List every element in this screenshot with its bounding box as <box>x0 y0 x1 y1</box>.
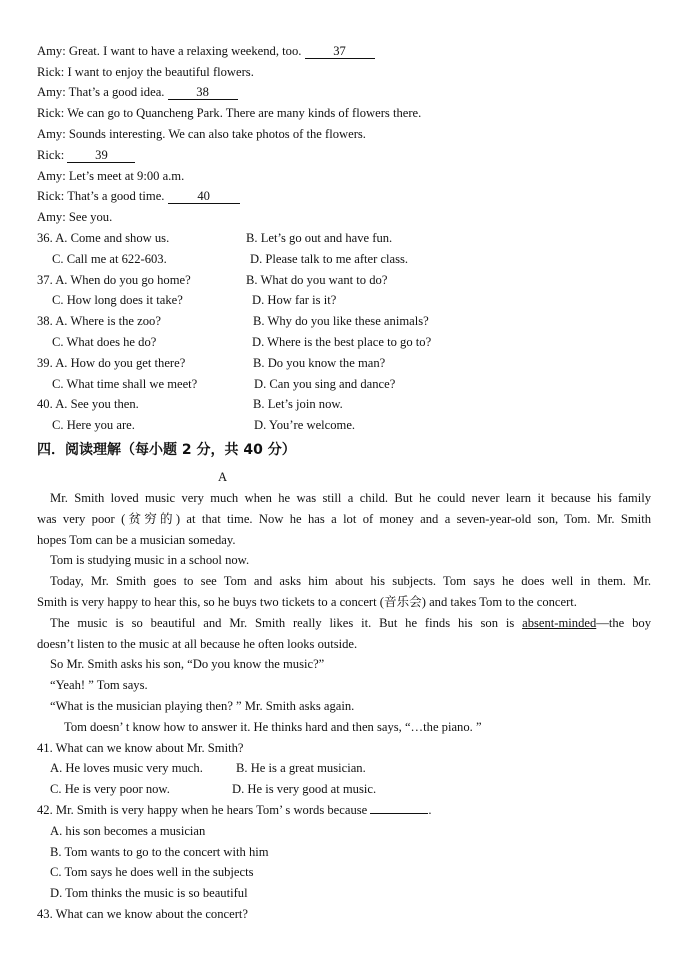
dialogue-text: Sounds interesting. We can also take photos of the flowers. <box>68 127 366 141</box>
dialogue-text: See you. <box>68 210 113 224</box>
dialogue-text: That’s a good idea. <box>68 85 165 99</box>
option-a: 38. A. Where is the zoo? <box>37 314 161 328</box>
option-a: 39. A. How do you get there? <box>37 356 186 370</box>
question-42 <box>37 802 432 818</box>
speaker: Rick: <box>37 65 65 79</box>
option-c: C. Call me at 622-603. <box>52 252 167 266</box>
dialogue-line <box>37 168 184 184</box>
passage-line: “What is the musician playing then? ” Mr. Smith asks again. <box>50 699 355 713</box>
question-end: . <box>428 803 432 817</box>
option-b: B. He is a great musician. <box>236 761 366 775</box>
option-d: D. He is very good at music. <box>232 782 377 796</box>
option-c: C. He is very poor now. <box>50 782 170 796</box>
option-b: B. Do you know the man? <box>253 356 386 370</box>
dialogue-line <box>37 43 375 59</box>
option-c: C. Tom says he does well in the subjects <box>50 865 254 879</box>
passage-line: hopes Tom can be a musician someday. <box>37 533 236 547</box>
question-43: 43. What can we know about the concert? <box>37 907 248 921</box>
question-text: 42. Mr. Smith is very happy when he hears Tom’ s words because <box>37 803 368 817</box>
passage-line: Mr. Smith loved music very much when he was still a child. But he could never learn it because his family <box>50 491 651 505</box>
passage-line: Tom is studying music in a school now. <box>50 553 250 567</box>
passage-line: So Mr. Smith asks his son, “Do you know the music?” <box>50 657 325 671</box>
question-41: 41. What can we know about Mr. Smith? <box>37 741 244 755</box>
option-d: D. Please talk to me after class. <box>250 252 409 266</box>
speaker: Amy: <box>37 169 66 183</box>
option-a: A. He loves music very much. <box>50 761 203 775</box>
speaker: Amy: <box>37 85 66 99</box>
dialogue-line <box>37 209 112 225</box>
passage-label: A <box>218 470 228 484</box>
passage-line: doesn’t listen to the music at all because he often looks outside. <box>37 637 358 651</box>
option-c: C. How long does it take? <box>52 293 183 307</box>
answer-blank <box>370 813 428 814</box>
option-b: B. Tom wants to go to the concert with him <box>50 845 269 859</box>
dialogue-line <box>37 64 254 80</box>
dialogue-line <box>37 147 135 163</box>
option-d: D. Where is the best place to go to? <box>252 335 432 349</box>
option-a: A. his son becomes a musician <box>50 824 206 838</box>
speaker: Rick: <box>37 148 65 162</box>
speaker: Rick: <box>37 106 65 120</box>
dialogue-text: Great. I want to have a relaxing weekend, too. <box>68 44 302 58</box>
speaker: Rick: <box>37 189 65 203</box>
passage-line: Smith is very happy to hear this, so he buys two tickets to a concert (音乐会) and takes Tom to the concert. <box>37 595 577 609</box>
dialogue-line <box>37 105 421 121</box>
option-b: B. Let’s join now. <box>253 397 343 411</box>
dialogue-line <box>37 84 238 100</box>
option-c: C. What time shall we meet? <box>52 377 198 391</box>
speaker: Amy: <box>37 127 66 141</box>
option-a: 40. A. See you then. <box>37 397 139 411</box>
dialogue-text: I want to enjoy the beautiful flowers. <box>67 65 254 79</box>
dialogue-text: That’s a good time. <box>67 189 165 203</box>
passage-line: Today, Mr. Smith goes to see Tom and asks him about his subjects. Tom says he does well in them. Mr. <box>50 574 651 588</box>
answer-blank: 37 <box>305 44 375 59</box>
section-title: 四．阅读理解（每小题 2 分，共 40 分） <box>37 442 296 458</box>
option-d: D. Can you sing and dance? <box>254 377 396 391</box>
speaker: Amy: <box>37 210 66 224</box>
passage-line: Tom doesn’ t know how to answer it. He thinks hard and then says, “…the piano. ” <box>64 720 482 734</box>
option-d: D. You’re welcome. <box>254 418 356 432</box>
option-b: B. Why do you like these animals? <box>253 314 429 328</box>
option-b: B. Let’s go out and have fun. <box>246 231 393 245</box>
answer-blank: 38 <box>168 85 238 100</box>
option-c: C. Here you are. <box>52 418 135 432</box>
passage-text: The music is so beautiful and Mr. Smith really likes it. But he finds his son is <box>50 616 515 630</box>
passage-line: was very poor (贫穷的) at that time. Now he has a lot of money and a seven-year-old son, Tom. Mr. Smith <box>37 512 651 526</box>
option-a: 36. A. Come and show us. <box>37 231 170 245</box>
passage-text: —the boy <box>596 616 651 630</box>
option-d: D. Tom thinks the music is so beautiful <box>50 886 248 900</box>
passage-line <box>37 615 651 631</box>
underlined-word: absent-minded <box>522 616 597 630</box>
option-b: B. What do you want to do? <box>246 273 388 287</box>
answer-blank: 39 <box>67 148 135 163</box>
option-d: D. How far is it? <box>252 293 337 307</box>
speaker: Amy: <box>37 44 66 58</box>
option-c: C. What does he do? <box>52 335 157 349</box>
dialogue-line <box>37 126 366 142</box>
passage-line: “Yeah! ” Tom says. <box>50 678 148 692</box>
answer-blank: 40 <box>168 189 240 204</box>
option-a: 37. A. When do you go home? <box>37 273 191 287</box>
dialogue-text: We can go to Quancheng Park. There are many kinds of flowers there. <box>67 106 422 120</box>
dialogue-line <box>37 188 240 204</box>
dialogue-text: Let’s meet at 9:00 a.m. <box>68 169 185 183</box>
